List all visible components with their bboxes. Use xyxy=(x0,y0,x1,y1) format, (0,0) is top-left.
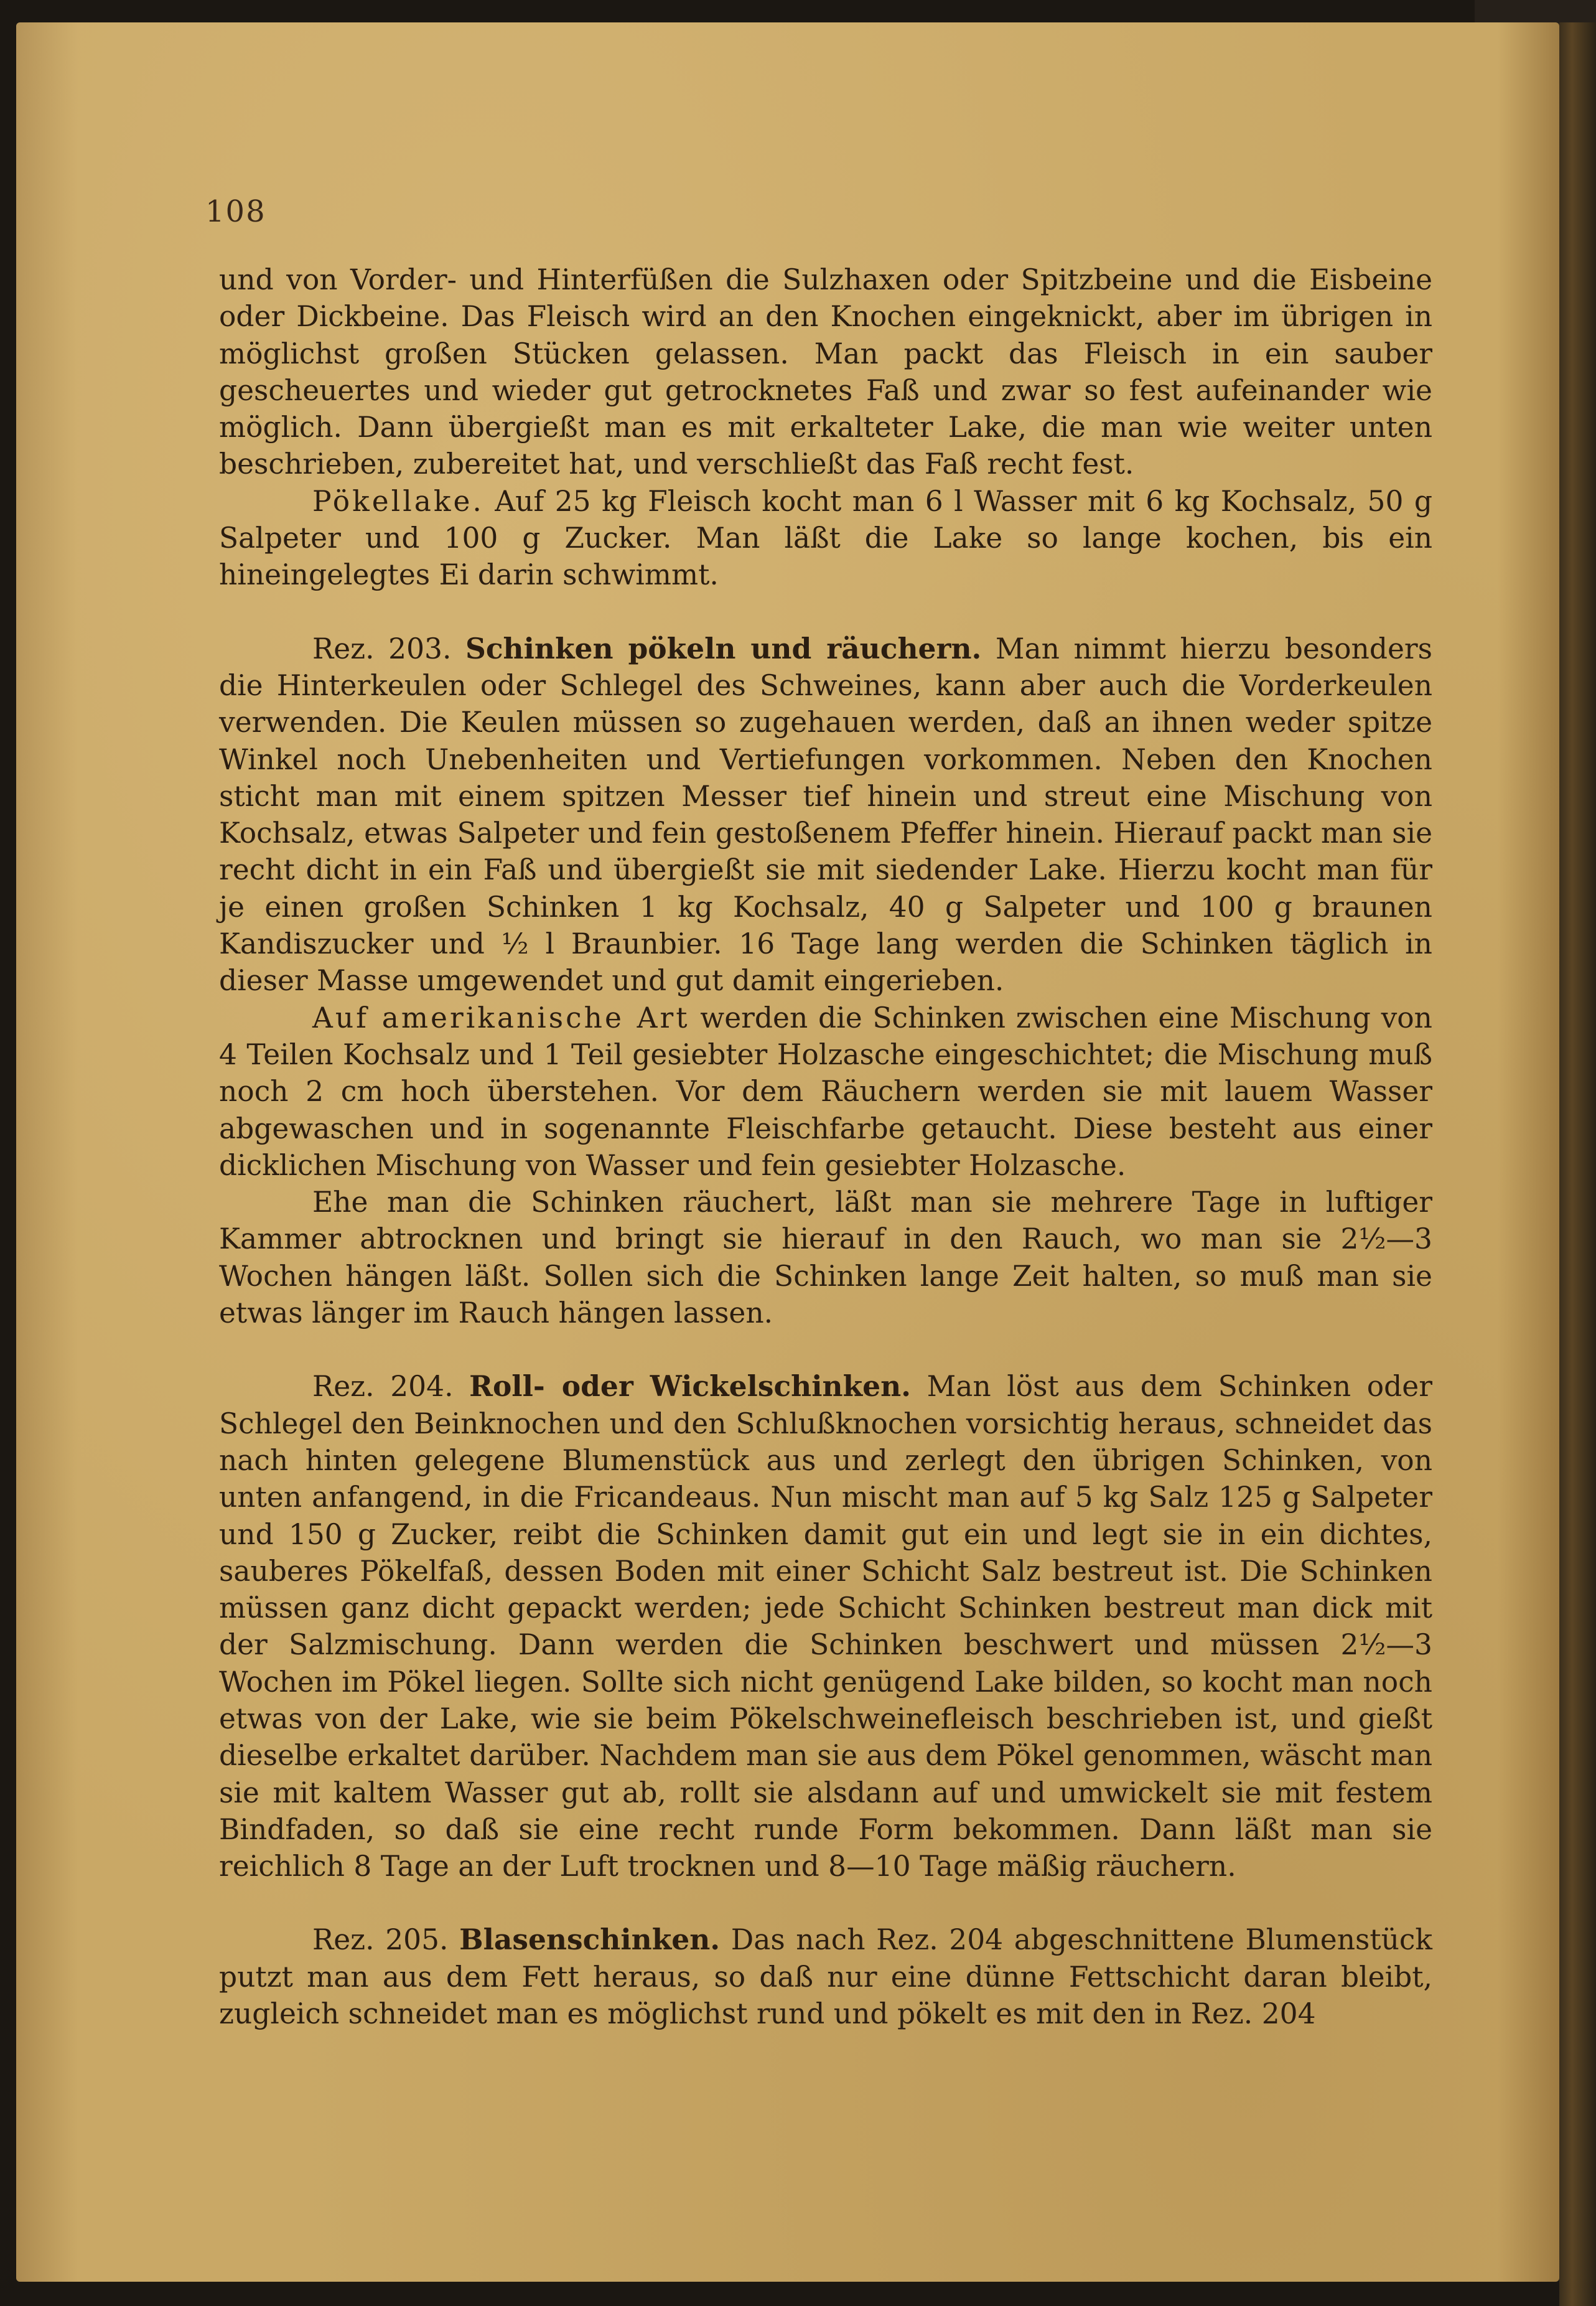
pokellake-text: Auf 25 kg Fleisch kocht man 6 l Wasser mit 6 kg Kochsalz, 50 g Salpeter und 100 g Zucker. Man läßt die Lake so lange kochen, bis ein hineingelegtes Ei darin schwimmt. xyxy=(219,484,1432,592)
recipe-203 xyxy=(219,630,1432,1332)
pokellake-label: Pökellake. xyxy=(312,484,484,518)
recipe-205-paragraph xyxy=(219,1921,1432,2032)
recipe-203-number: Rez. 203. xyxy=(312,632,452,665)
recipe-204-paragraph xyxy=(219,1368,1432,1885)
recipe-205 xyxy=(219,1921,1432,2032)
recipe-203-american-text: werden die Schinken zwischen eine Mischung von 4 Teilen Kochsalz und 1 Teil gesiebter Holzasche eingeschichtet; die Mischung muß noch 2 cm hoch überstehen. Vor dem Räuchern werden sie mit lauem Wasser abgewaschen und in sogenannte Fleischfarbe getaucht. Diese besteht aus einer dicklichen Mischung von Wasser und fein gesiebter Holzasche. xyxy=(219,1001,1432,1182)
recipe-205-number: Rez. 205. xyxy=(312,1923,449,1957)
recipe-203-smoke-text: Ehe man die Schinken räuchert, läßt man sie mehrere Tage in luftiger Kammer abtrocknen und bringt sie hierauf in den Rauch, wo man sie 2½—3 Wochen hängen läßt. Sollen sich die Schinken lange Zeit halten, so muß man sie etwas länger im Rauch hängen lassen. xyxy=(219,1186,1432,1330)
recipe-203-american-paragraph xyxy=(219,1000,1432,1184)
page-number: 108 xyxy=(205,194,266,229)
recipe-203-smoke-paragraph xyxy=(219,1184,1432,1331)
recipe-204-number: Rez. 204. xyxy=(312,1370,454,1404)
recipe-204-title: Roll- oder Wickelschinken. xyxy=(469,1369,911,1404)
intro-text: und von Vorder- und Hinterfüßen die Sulzhaxen oder Spitzbeine und die Eisbeine oder Dickbeine. Das Fleisch wird an den Knochen eingeknickt, aber im übrigen in möglichst großen Stücken gelassen. Man packt das Fleisch in ein sauber gescheuertes und wieder gut getrocknetes Faß und zwar so fest aufeinander wie möglich. Dann übergießt man es mit erkalteter Lake, die man wie weiter unten beschrieben, zubereitet hat, und verschließt das Faß recht fest. xyxy=(219,263,1432,481)
book-spine xyxy=(1559,22,1596,2306)
recipe-203-title: Schinken pökeln und räuchern. xyxy=(465,631,982,665)
intro-paragraph xyxy=(219,261,1432,483)
recipe-205-text: Das nach Rez. 204 abgeschnittene Blumenstück putzt man aus dem Fett heraus, so daß nur eine dünne Fettschicht daran bleibt, zugleich schneidet man es möglichst rund und pökelt es mit den in Rez. 204 xyxy=(219,1923,1432,2031)
recipe-203-paragraph xyxy=(219,630,1432,1000)
recipe-203-american-label: Auf amerikanische Art xyxy=(312,1001,690,1034)
recipe-204 xyxy=(219,1368,1432,1885)
recipe-203-text: Man nimmt hierzu besonders die Hinterkeulen oder Schlegel des Schweines, kann aber auch die Vorderkeulen verwenden. Die Keulen müssen so zugehauen werden, daß an ihnen weder spitze Winkel noch Unebenheiten und Vertiefungen vorkommen. Neben den Knochen sticht man mit einem spitzen Messer tief hinein und streut eine Mischung von Kochsalz, etwas Salpeter und fein gestoßenem Pfeffer hinein. Hierauf packt man sie recht dicht in ein Faß und übergießt sie mit siedender Lake. Hierzu kocht man für je einen großen Schinken 1 kg Kochsalz, 40 g Salpeter und 100 g braunen Kandiszucker und ½ l Braunbier. 16 Tage lang werden die Schinken täglich in dieser Masse umgewendet und gut damit eingerieben. xyxy=(219,632,1432,998)
pokellake-paragraph xyxy=(219,483,1432,594)
recipe-205-title: Blasenschinken. xyxy=(459,1923,721,1957)
page-body xyxy=(219,261,1432,2032)
recipe-204-text: Man löst aus dem Schinken oder Schlegel den Beinknochen und den Schlußknochen vorsichtig heraus, schneidet das nach hinten gelegene Blumenstück aus und zerlegt den übrigen Schinken, von unten anfangend, in die Fricandeaus. Nun mischt man auf 5 kg Salz 125 g Salpeter und 150 g Zucker, reibt die Schinken damit gut ein und legt sie in ein dichtes, sauberes Pökelfaß, dessen Boden mit einer Schicht Salz bestreut ist. Die Schinken müssen ganz dicht gepackt werden; jede Schicht Schinken bestreut man dick mit der Salzmischung. Dann werden die Schinken beschwert und müssen 2½—3 Wochen im Pökel liegen. Sollte sich nicht genügend Lake bilden, so kocht man noch etwas von der Lake, wie sie beim Pökelschweinefleisch beschrieben ist, und gießt dieselbe erkaltet darüber. Nachdem man sie aus dem Pökel genommen, wäscht man sie mit kaltem Wasser gut ab, rollt sie alsdann auf und umwickelt sie mit festem Bindfaden, so daß sie eine recht runde Form bekommen. Dann läßt man sie reichlich 8 Tage an der Luft trocknen und 8—10 Tage mäßig räuchern. xyxy=(219,1370,1432,1883)
